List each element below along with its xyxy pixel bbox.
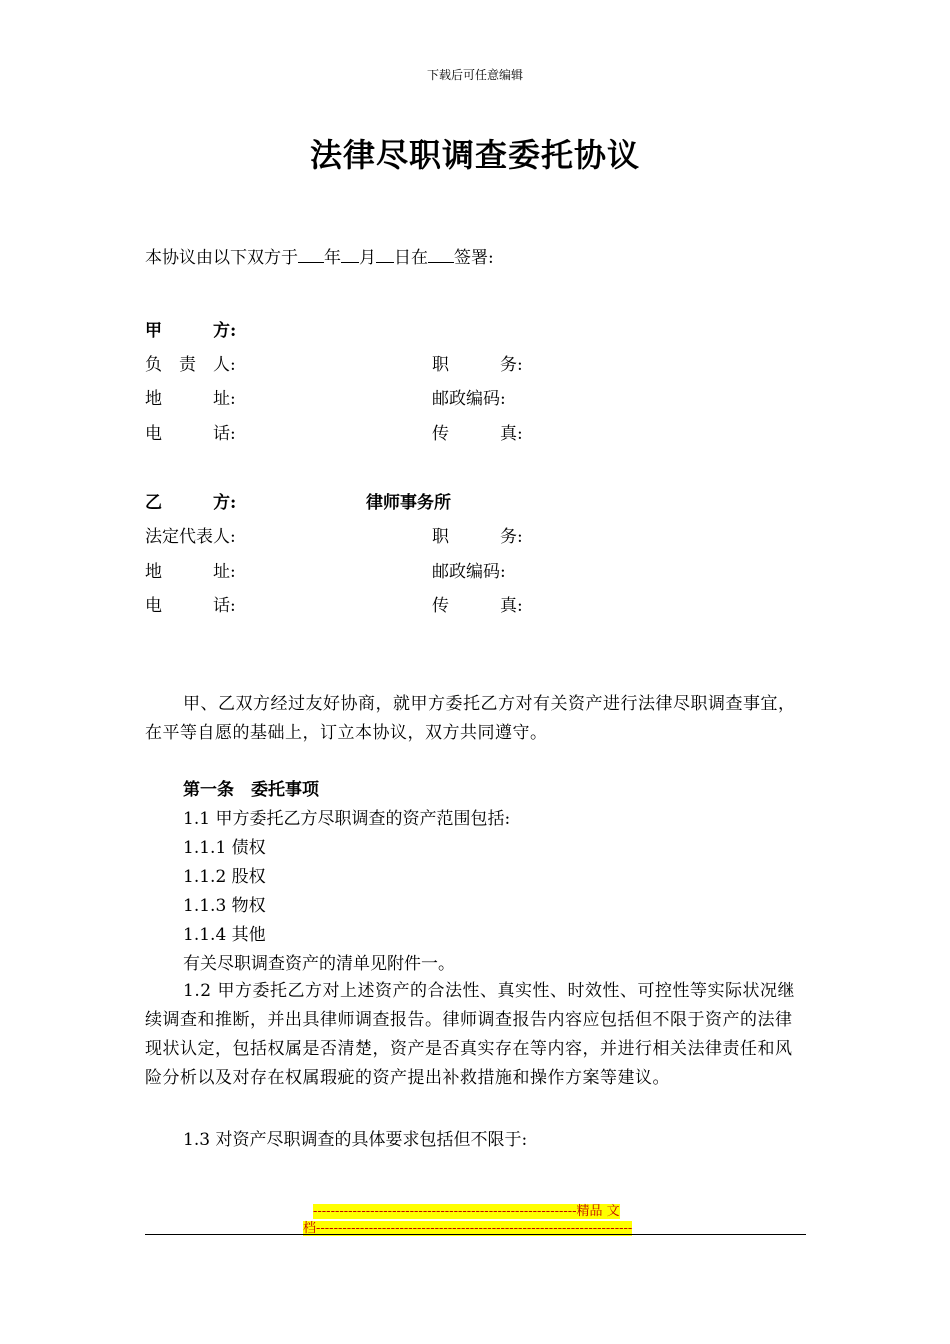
day-blank xyxy=(376,246,394,263)
party-b-postcode: 邮政编码: xyxy=(432,562,506,582)
intro-sign: 签署: xyxy=(454,248,494,268)
article-1-item: 1.1.4 其他 xyxy=(183,925,266,945)
party-b-position: 职 务: xyxy=(432,527,523,547)
footer-divider xyxy=(145,1234,806,1235)
year-blank xyxy=(298,246,324,263)
footer-text-2: 档------------------------------------------------------------------------ xyxy=(303,1221,633,1236)
footer-text-1: ------------------------------------------------------------精品 文 xyxy=(313,1204,620,1219)
party-a-fax: 传 真: xyxy=(432,424,523,444)
party-b-representative: 法定代表人: xyxy=(145,527,236,547)
party-a-position: 职 务: xyxy=(432,355,523,375)
intro-year: 年 xyxy=(324,248,341,268)
article-1-item: 1.1 甲方委托乙方尽职调查的资产范围包括: xyxy=(183,809,511,829)
party-b-firm: 律师事务所 xyxy=(366,493,451,513)
party-a-postcode: 邮政编码: xyxy=(432,389,506,409)
clause-1-3-paragraph: 1.3 对资产尽职调查的具体要求包括但不限于: xyxy=(183,1130,528,1150)
article-1-item: 1.1.1 债权 xyxy=(183,838,266,858)
article-1-heading: 第一条 委托事项 xyxy=(183,780,319,800)
intro-month: 月 xyxy=(359,248,376,268)
party-a-phone: 电 话: xyxy=(145,424,236,444)
article-1-item: 1.1.2 股权 xyxy=(183,867,266,887)
article-1-item: 有关尽职调查资产的清单见附件一。 xyxy=(183,954,455,974)
intro-text: 本协议由以下双方于 xyxy=(145,248,298,268)
party-b-address: 地 址: xyxy=(145,562,236,582)
party-b-phone: 电 话: xyxy=(145,596,236,616)
clause-1-2-paragraph: 1.2 甲方委托乙方对上述资产的合法性、真实性、时效性、可控性等实际状况继续调查和推断，并出具律师调查报告。律师调查报告内容应包括但不限于资产的法律现状认定，包括权属是否清楚，资产是否真实存在等内容，并进行相关法律责任和风险分析以及对存在权属瑕疵的资产提出补救措施和操作方案等建议。 xyxy=(145,981,795,1088)
page-header: 下载后可任意编辑 xyxy=(426,68,523,82)
intro-day: 日在 xyxy=(394,248,428,268)
document-title: 法律尽职调查委托协议 xyxy=(309,136,640,174)
preamble-paragraph: 甲、乙双方经过友好协商，就甲方委托乙方对有关资产进行法律尽职调查事宜，在平等自愿的基础上，订立本协议，双方共同遵守。 xyxy=(145,694,796,743)
place-blank xyxy=(428,246,454,263)
intro-line xyxy=(145,246,494,270)
article-1-item: 1.1.3 物权 xyxy=(183,896,266,916)
party-b-fax: 传 真: xyxy=(432,596,523,616)
party-a-address: 地 址: xyxy=(145,389,236,409)
party-a-principal: 负 责 人: xyxy=(145,355,236,375)
month-blank xyxy=(341,246,359,263)
party-b-label: 乙 方: xyxy=(145,493,237,513)
party-a-label: 甲 方: xyxy=(145,321,237,341)
